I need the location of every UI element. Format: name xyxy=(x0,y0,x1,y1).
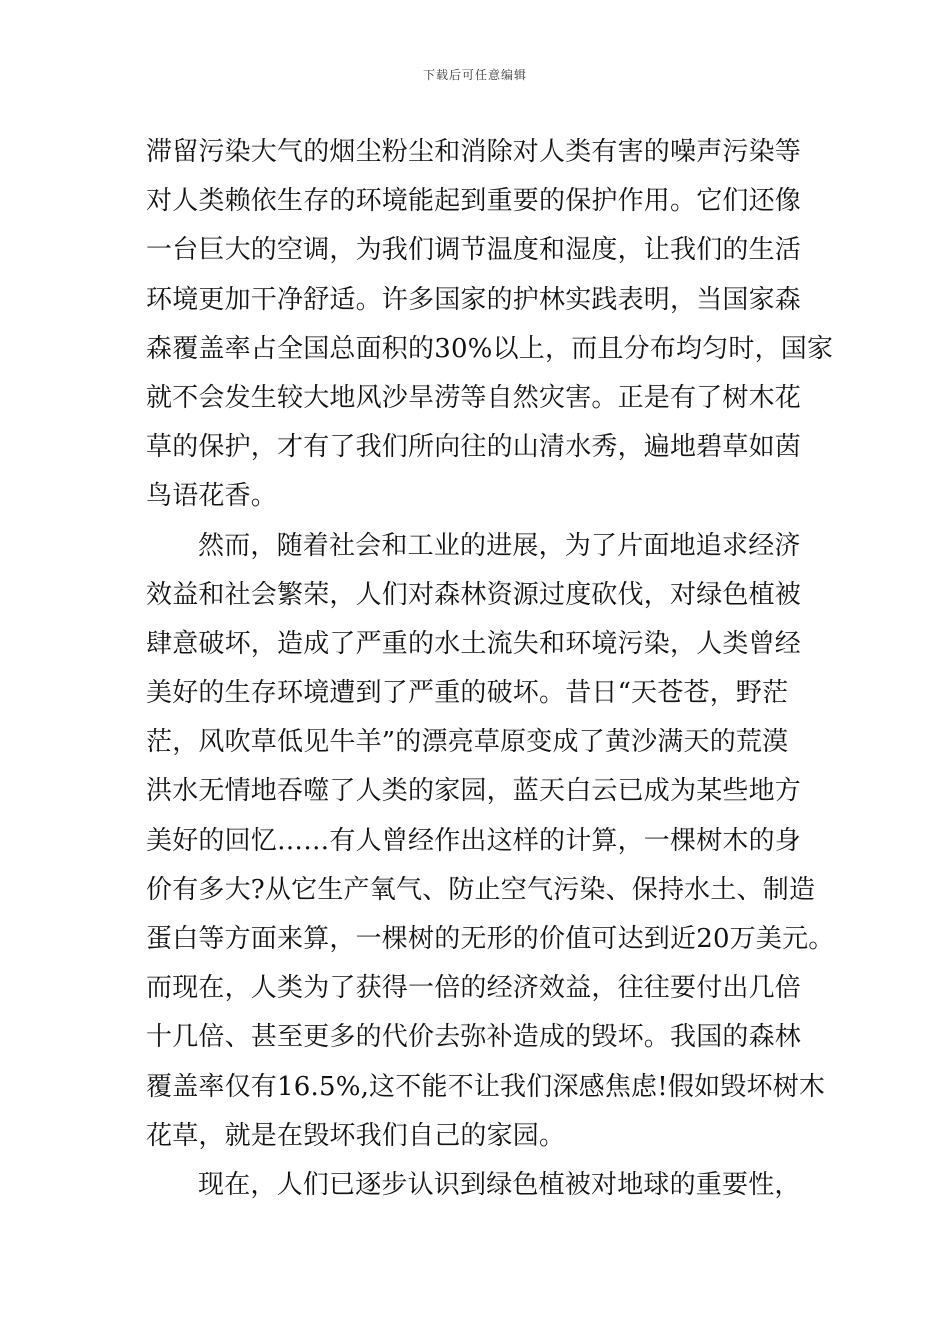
text-line: 十几倍、甚至更多的代价去弥补造成的毁坏。我国的森林 xyxy=(146,1022,802,1053)
text-line: 蛋白等方面来算，一棵树的无形的价值可达到近20万美元。 xyxy=(146,924,835,954)
text-line: 美好的生存环境遭到了严重的破坏。昔日“天苍苍，野茫 xyxy=(146,678,789,709)
text-line: 鸟语花香。 xyxy=(146,481,278,512)
text-line: 洪水无情地吞噬了人类的家园，蓝天白云已成为某些地方 xyxy=(146,776,802,807)
text-line: 环境更加干净舒适。许多国家的护林实践表明，当国家森 xyxy=(146,284,802,315)
body-text xyxy=(146,128,866,1210)
text-line: 草的保护，才有了我们所向往的山清水秀，遍地碧草如茵 xyxy=(146,432,802,463)
text-line: 肆意破坏，造成了严重的水土流失和环境污染，人类曾经 xyxy=(146,628,802,659)
text-line: 茫，风吹草低见牛羊”的漂亮草原变成了黄沙满天的荒漠 xyxy=(146,727,789,758)
paragraph-start-line: 然而，随着社会和工业的进展，为了片面地追求经济 xyxy=(198,530,801,561)
text-line: 美好的回忆……有人曾经作出这样的计算，一棵树木的身 xyxy=(146,825,802,856)
text-line: 滞留污染大气的烟尘粉尘和消除对人类有害的噪声污染等 xyxy=(146,137,802,167)
paragraph-start-line: 现在，人们已逐步认识到绿色植被对地球的重要性， xyxy=(198,1169,801,1200)
text-line: 价有多大?从它生产氧气、防止空气污染、保持水土、制造 xyxy=(146,874,816,905)
text-line: 花草，就是在毁坏我们自己的家园。 xyxy=(146,1120,566,1151)
text-line: 而现在，人类为了获得一倍的经济效益，往往要付出几倍 xyxy=(146,973,802,1004)
text-line: 森覆盖率占全国总面积的30%以上，而且分布均匀时，国家 xyxy=(146,333,834,364)
text-line: 效益和社会繁荣，人们对森林资源过度砍伐，对绿色植被 xyxy=(146,579,802,610)
text-line: 就不会发生较大地风沙旱涝等自然灾害。正是有了树木花 xyxy=(146,382,802,413)
text-line: 一台巨大的空调，为我们调节温度和湿度，让我们的生活 xyxy=(146,235,802,266)
text-line: 对人类赖依生存的环境能起到重要的保护作用。它们还像 xyxy=(146,186,802,217)
text-line: 覆盖率仅有16.5%,这不能不让我们深感焦虑!假如毁坏树木 xyxy=(146,1071,826,1102)
page-header-note: 下载后可任意编辑 xyxy=(422,68,527,82)
